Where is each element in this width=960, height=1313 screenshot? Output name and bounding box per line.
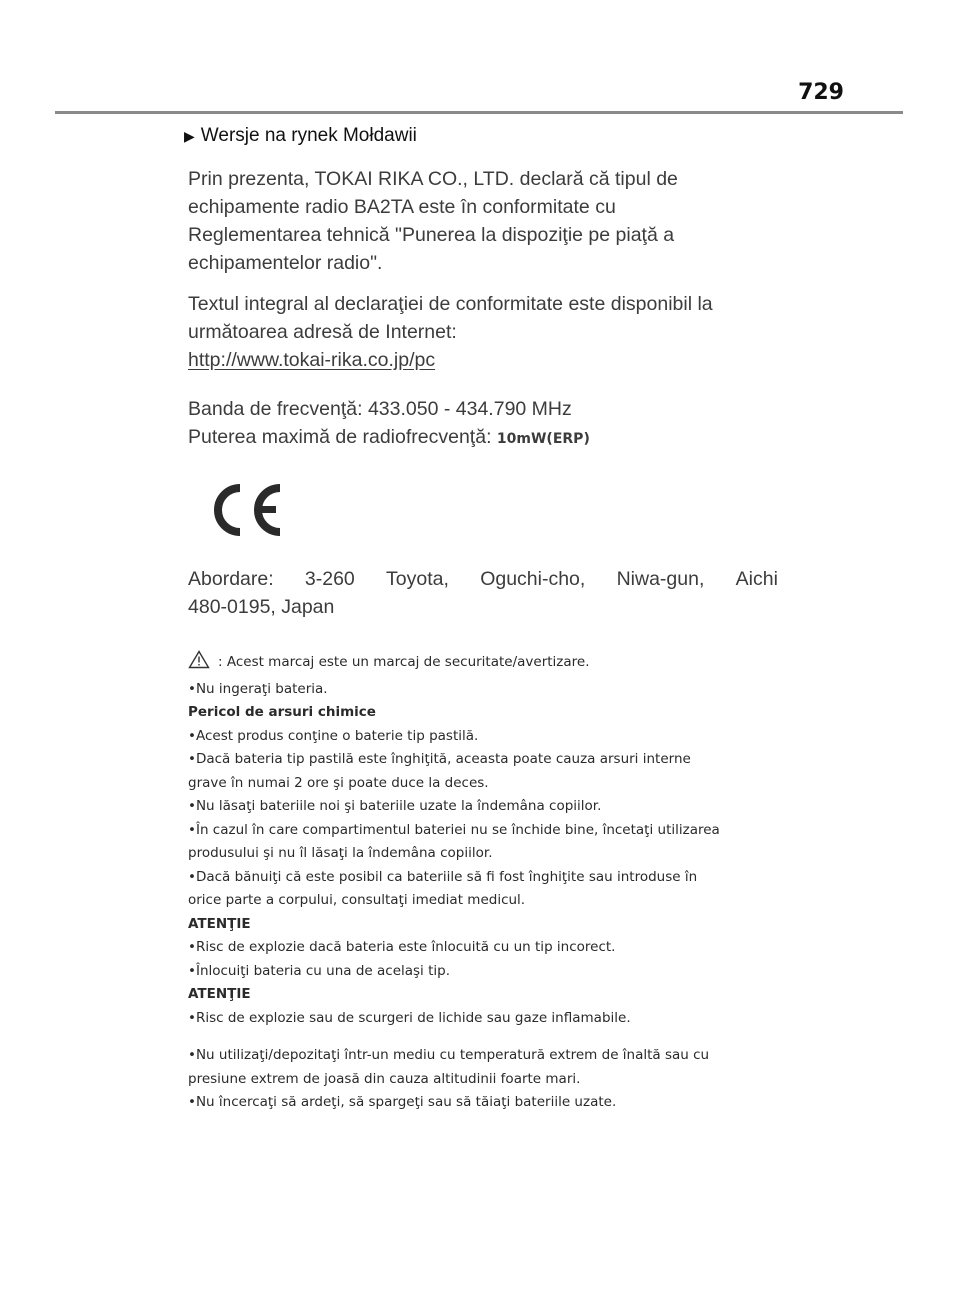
warning-line: •Nu încercaţi să ardeţi, să spargeţi sau să tăiaţi bateriile uzate. (188, 1094, 617, 1110)
address-word: Niwa-gun, (616, 568, 705, 590)
header-rule (55, 111, 903, 114)
address-block (188, 565, 788, 621)
frequency-band: Banda de frecvenţă: 433.050 - 434.790 MHz (188, 398, 572, 420)
chemical-burn-title: Pericol de arsuri chimice (188, 704, 376, 720)
declaration-line: Prin prezenta, TOKAI RIKA CO., LTD. declară că tipul de (188, 168, 678, 190)
ce-mark-logo (204, 480, 286, 545)
declaration-line: Textul integral al declaraţiei de conformitate este disponibil la (188, 293, 713, 315)
warning-line: orice parte a corpului, consultaţi imediat medicul. (188, 892, 526, 908)
address-word: Aichi (735, 568, 778, 590)
warning-line: •Risc de explozie sau de scurgeri de lichide sau gaze inflamabile. (188, 1009, 631, 1026)
warning-line: produsului şi nu îl lăsaţi la îndemâna copiilor. (188, 845, 493, 861)
warning-line: grave în numai 2 ore şi poate duce la deces. (188, 774, 489, 791)
warning-triangle-icon (188, 650, 210, 678)
warning-line: •Nu ingeraţi bateria. (188, 680, 328, 697)
warning-marker-note: : Acest marcaj este un marcaj de securitate/avertizare. (188, 650, 798, 678)
page-number: 729 (798, 80, 844, 105)
warning-line: •Risc de explozie dacă bateria este înlocuită cu un tip incorect. (188, 939, 616, 955)
spacer (188, 1030, 798, 1044)
caution-title: ATENŢIE (188, 915, 251, 932)
address-word: Oguchi-cho, (480, 568, 586, 590)
max-power-value: 10mW(ERP) (496, 431, 590, 447)
caution-title: ATENŢIE (188, 986, 251, 1002)
declaration-paragraph-2 (188, 290, 788, 374)
warning-line: •Dacă bateria tip pastilă este înghiţită, aceasta poate cauza arsuri interne (188, 751, 691, 767)
warning-line: •Acest produs conţine o baterie tip pastilă. (188, 727, 479, 744)
address-word: 3-260 (304, 568, 355, 590)
address-word: Toyota, (386, 568, 449, 590)
address-line-1 (188, 565, 778, 593)
warning-line: •Înlocuiţi bateria cu una de acelaşi tip. (188, 962, 450, 979)
triangle-right-icon: ▶ (184, 127, 195, 144)
warning-line: •Nu utilizaţi/depozitaţi într-un mediu cu temperatură extrem de înaltă sau cu (188, 1047, 710, 1063)
declaration-line: echipamentelor radio". (188, 252, 383, 274)
declaration-line: următoarea adresă de Internet: (188, 321, 457, 343)
address-line-2: 480-0195, Japan (188, 596, 335, 618)
warning-line: •Dacă bănuiţi că este posibil ca bateriile să fi fost înghiţite sau introduse în (188, 868, 698, 885)
warning-line: •Nu lăsaţi bateriile noi şi bateriile uzate la îndemâna copiilor. (188, 798, 602, 814)
warning-line: •În cazul în care compartimentul bateriei nu se închide bine, încetaţi utilizarea (188, 821, 720, 838)
declaration-url-link[interactable]: http://www.tokai-rika.co.jp/pc (188, 349, 436, 371)
section-heading (184, 125, 417, 147)
address-word: Abordare: (188, 568, 274, 590)
battery-warnings (188, 650, 798, 1115)
section-heading-text: Wersje na rynek Mołdawii (200, 125, 417, 146)
max-power (188, 423, 788, 453)
max-power-label: Puterea maximă de radiofrecvenţă: (188, 426, 492, 448)
warning-line: presiune extrem de joasă din cauza altitudinii foarte mari. (188, 1070, 581, 1087)
declaration-line: echipamente radio BA2TA este în conformitate cu (188, 196, 616, 218)
declaration-line: Reglementarea tehnică "Punerea la dispoziţie pe piaţă a (188, 224, 675, 246)
declaration-paragraph-1 (188, 165, 788, 277)
frequency-info (188, 395, 788, 453)
